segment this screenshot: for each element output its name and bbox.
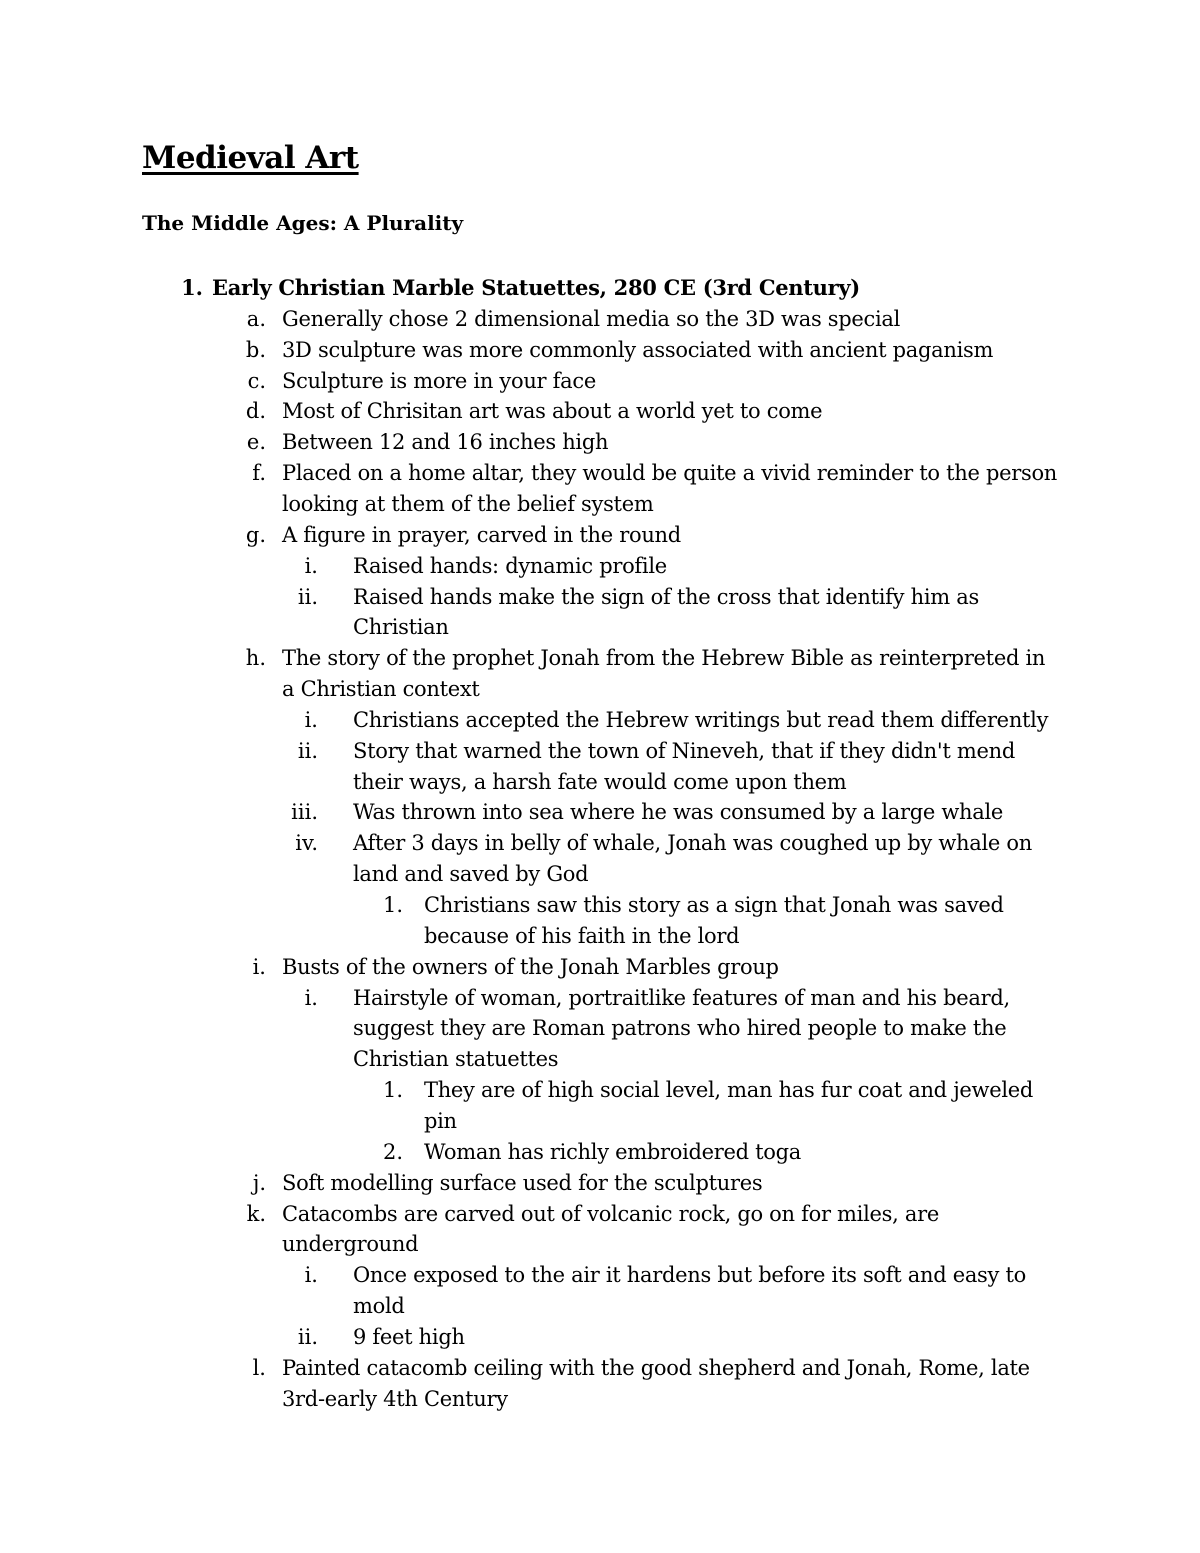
list-marker: c.	[247, 368, 266, 393]
list-item-text: Christians saw this story as a sign that Jonah was saved	[424, 893, 1004, 917]
list-item-text: Once exposed to the air it hardens but before its soft and easy to	[353, 1263, 1026, 1288]
list-marker: 1.	[382, 893, 403, 917]
list-item-text: Story that warned the town of Nineveh, that if they didn't mend	[353, 738, 1015, 763]
list-item-text: Woman has richly embroidered toga	[424, 1139, 802, 1164]
list-marker: 2.	[382, 1139, 403, 1164]
list-item-text: Raised hands make the sign of the cross that identify him as	[353, 584, 979, 609]
list-item-text: Christians accepted the Hebrew writings but read them differently	[353, 707, 1049, 732]
list-item-text: Raised hands: dynamic profile	[353, 553, 667, 578]
list-marker: i.	[304, 553, 318, 578]
list-marker: d.	[245, 399, 266, 424]
list-marker: ii.	[297, 738, 318, 763]
list-item-text: Catacombs are carved out of volcanic rock, go on for miles, are	[282, 1201, 939, 1226]
section-heading: Early Christian Marble Statuettes, 280 CE (3rd Century)	[212, 275, 860, 300]
list-item-text: pin	[424, 1108, 457, 1133]
list-item-text: Christian	[353, 615, 449, 640]
list-marker: ii.	[297, 584, 318, 609]
list-marker: 1.	[382, 1078, 403, 1103]
list-marker: b.	[245, 337, 266, 362]
list-marker: i.	[304, 707, 318, 732]
list-item-text: The story of the prophet Jonah from the Hebrew Bible as reinterpreted in	[282, 646, 1046, 671]
list-item-text: 3D sculpture was more commonly associated with ancient paganism	[282, 337, 994, 362]
document-subtitle: The Middle Ages: A Plurality	[142, 211, 464, 235]
list-item-text: their ways, a harsh fate would come upon them	[353, 769, 847, 794]
list-item-text: Christian statuettes	[353, 1047, 559, 1072]
list-item-text: land and saved by God	[353, 862, 589, 887]
list-item-text: underground	[282, 1232, 419, 1257]
list-marker: j.	[252, 1170, 266, 1195]
list-item-text: looking at them of the belief system	[282, 491, 654, 516]
list-marker: iii.	[291, 800, 318, 825]
list-item-text: Soft modelling surface used for the sculptures	[282, 1170, 763, 1195]
list-marker: h.	[245, 646, 266, 671]
list-marker: i.	[252, 954, 266, 979]
list-item-text: Between 12 and 16 inches high	[282, 430, 609, 455]
list-item-text: Generally chose 2 dimensional media so the 3D was special	[282, 306, 901, 331]
list-item-text: After 3 days in belly of whale, Jonah was coughed up by whale on	[353, 831, 1032, 856]
list-item-text: Sculpture is more in your face	[282, 368, 596, 393]
list-item-text: Hairstyle of woman, portraitlike features of man and his beard,	[353, 985, 1010, 1010]
list-item-text: 9 feet high	[353, 1324, 465, 1349]
list-item-text: They are of high social level, man has fur coat and jeweled	[424, 1078, 1034, 1103]
list-item-text: a Christian context	[282, 677, 480, 702]
list-marker: a.	[246, 306, 266, 331]
list-marker: i.	[304, 1263, 318, 1288]
document-title: Medieval Art	[142, 140, 359, 176]
list-item-text: Most of Chrisitan art was about a world yet to come	[282, 399, 823, 424]
list-item-text: A figure in prayer, carved in the round	[282, 522, 681, 547]
list-item-text: Placed on a home altar, they would be quite a vivid reminder to the person	[282, 461, 1058, 486]
list-item-text: suggest they are Roman patrons who hired people to make the	[353, 1016, 1007, 1041]
list-item-text: mold	[353, 1294, 405, 1319]
list-item-text: 3rd-early 4th Century	[282, 1386, 508, 1411]
list-marker: l.	[252, 1355, 266, 1380]
list-marker: 1.	[181, 275, 203, 300]
list-marker: iv.	[295, 831, 318, 856]
list-marker: i.	[304, 985, 318, 1010]
list-marker: f.	[252, 461, 266, 486]
list-item-text: Painted catacomb ceiling with the good shepherd and Jonah, Rome, late	[282, 1355, 1030, 1380]
list-marker: g.	[245, 522, 266, 547]
list-marker: k.	[246, 1201, 266, 1226]
list-item-text: Busts of the owners of the Jonah Marbles group	[282, 954, 779, 979]
list-item-text: because of his faith in the lord	[424, 923, 740, 948]
list-item-text: Was thrown into sea where he was consumed by a large whale	[353, 800, 1004, 825]
list-marker: e.	[246, 430, 266, 455]
list-marker: ii.	[297, 1324, 318, 1349]
